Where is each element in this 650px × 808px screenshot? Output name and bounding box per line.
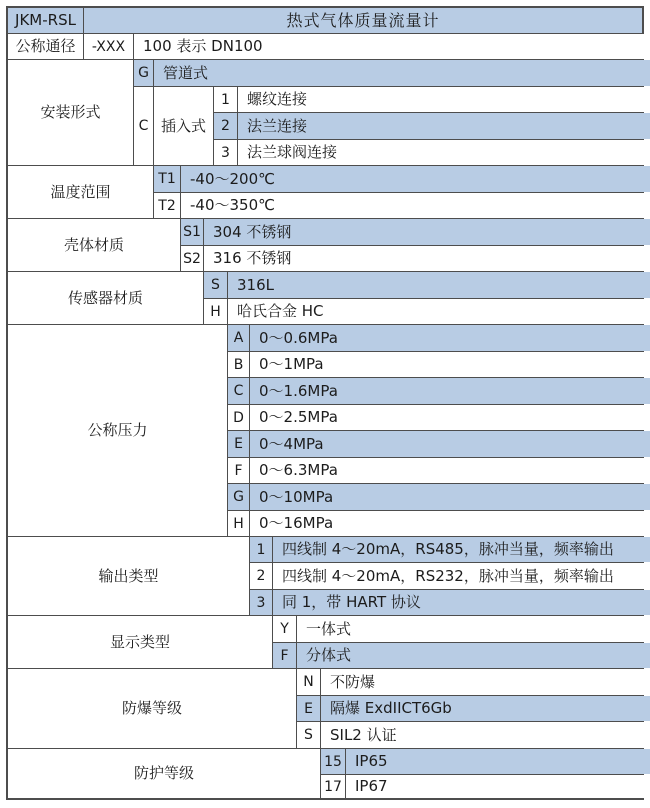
pressure-option-code: G [228, 484, 249, 510]
explosion-option-code: S [297, 722, 320, 748]
protection-option-code: 17 [321, 775, 345, 798]
explosion-option-code: N [297, 669, 320, 695]
output-section-label: 输出类型 [8, 537, 249, 615]
pressure-option-value: 0～4MPa [250, 431, 650, 457]
temperature-option-code: T1 [154, 166, 180, 192]
sensor-option-code: S [204, 272, 227, 298]
pressure-option-value: 0～2.5MPa [250, 405, 650, 430]
pressure-option-code: E [228, 431, 249, 457]
pressure-option-code: H [228, 511, 249, 536]
pressure-section-label: 公称压力 [8, 325, 227, 536]
sensor-option-value: 哈氏合金 HC [228, 299, 650, 324]
sensor-section-label: 传感器材质 [8, 272, 203, 324]
install-option-code: 3 [214, 140, 237, 165]
explosion-option-code: E [297, 696, 320, 721]
install-option-value: 螺纹连接 [238, 87, 650, 112]
protection-option-value: IP65 [346, 749, 650, 774]
temperature-option-value: -40～200℃ [181, 166, 650, 192]
protection-section-label: 防护等级 [8, 749, 320, 798]
display-option-code: Y [273, 616, 296, 642]
pressure-option-value: 0～0.6MPa [250, 325, 650, 351]
explosion-option-value: SIL2 认证 [321, 722, 650, 748]
housing-option-code: S1 [181, 219, 203, 245]
output-option-value: 四线制 4～20mA，RS232，脉冲当量，频率输出 [273, 563, 650, 589]
pressure-option-value: 0～10MPa [250, 484, 650, 510]
housing-option-code: S2 [181, 246, 203, 271]
display-section-label: 显示类型 [8, 616, 272, 668]
install-option-value: 法兰球阀连接 [238, 140, 650, 165]
pressure-option-value: 0～16MPa [250, 511, 650, 536]
explosion-option-value: 隔爆 ExdIICT6Gb [321, 696, 650, 721]
install-insert-code: C [134, 87, 153, 165]
sensor-option-code: H [204, 299, 227, 324]
output-option-value: 同 1，带 HART 协议 [273, 590, 650, 615]
output-option-value: 四线制 4～20mA，RS485，脉冲当量，频率输出 [273, 537, 650, 562]
product-title: 热式气体质量流量计 [84, 8, 642, 33]
pressure-option-code: C [228, 378, 249, 404]
protection-option-value: IP67 [346, 775, 650, 798]
pressure-option-value: 0～6.3MPa [250, 458, 650, 483]
dn-description: 100 表示 DN100 [134, 34, 650, 59]
output-option-code: 2 [250, 563, 272, 589]
protection-option-code: 15 [321, 749, 345, 774]
temperature-option-value: -40～350℃ [181, 193, 650, 218]
explosion-option-value: 不防爆 [321, 669, 650, 695]
install-pipe-code: G [134, 60, 153, 86]
install-option-code: 2 [214, 113, 237, 139]
install-pipe-value: 管道式 [154, 60, 650, 86]
output-option-code: 1 [250, 537, 272, 562]
output-option-code: 3 [250, 590, 272, 615]
display-option-value: 一体式 [297, 616, 650, 642]
display-option-value: 分体式 [297, 643, 650, 668]
pressure-option-code: B [228, 352, 249, 377]
display-option-code: F [273, 643, 296, 668]
dn-label: 公称通径 [8, 34, 83, 59]
pressure-option-value: 0～1.6MPa [250, 378, 650, 404]
housing-option-value: 316 不锈钢 [204, 246, 650, 271]
temperature-option-code: T2 [154, 193, 180, 218]
housing-option-value: 304 不锈钢 [204, 219, 650, 245]
install-section-label: 安装形式 [8, 60, 133, 165]
pressure-option-code: F [228, 458, 249, 483]
pressure-option-code: D [228, 405, 249, 430]
housing-section-label: 壳体材质 [8, 219, 180, 271]
sensor-option-value: 316L [228, 272, 650, 298]
install-insert-label: 插入式 [154, 87, 213, 165]
model-code: JKM-RSL [8, 8, 83, 33]
dn-code: -XXX [84, 34, 133, 59]
install-option-code: 1 [214, 87, 237, 112]
temperature-section-label: 温度范围 [8, 166, 153, 218]
pressure-option-value: 0～1MPa [250, 352, 650, 377]
explosion-section-label: 防爆等级 [8, 669, 296, 748]
pressure-option-code: A [228, 325, 249, 351]
install-option-value: 法兰连接 [238, 113, 650, 139]
